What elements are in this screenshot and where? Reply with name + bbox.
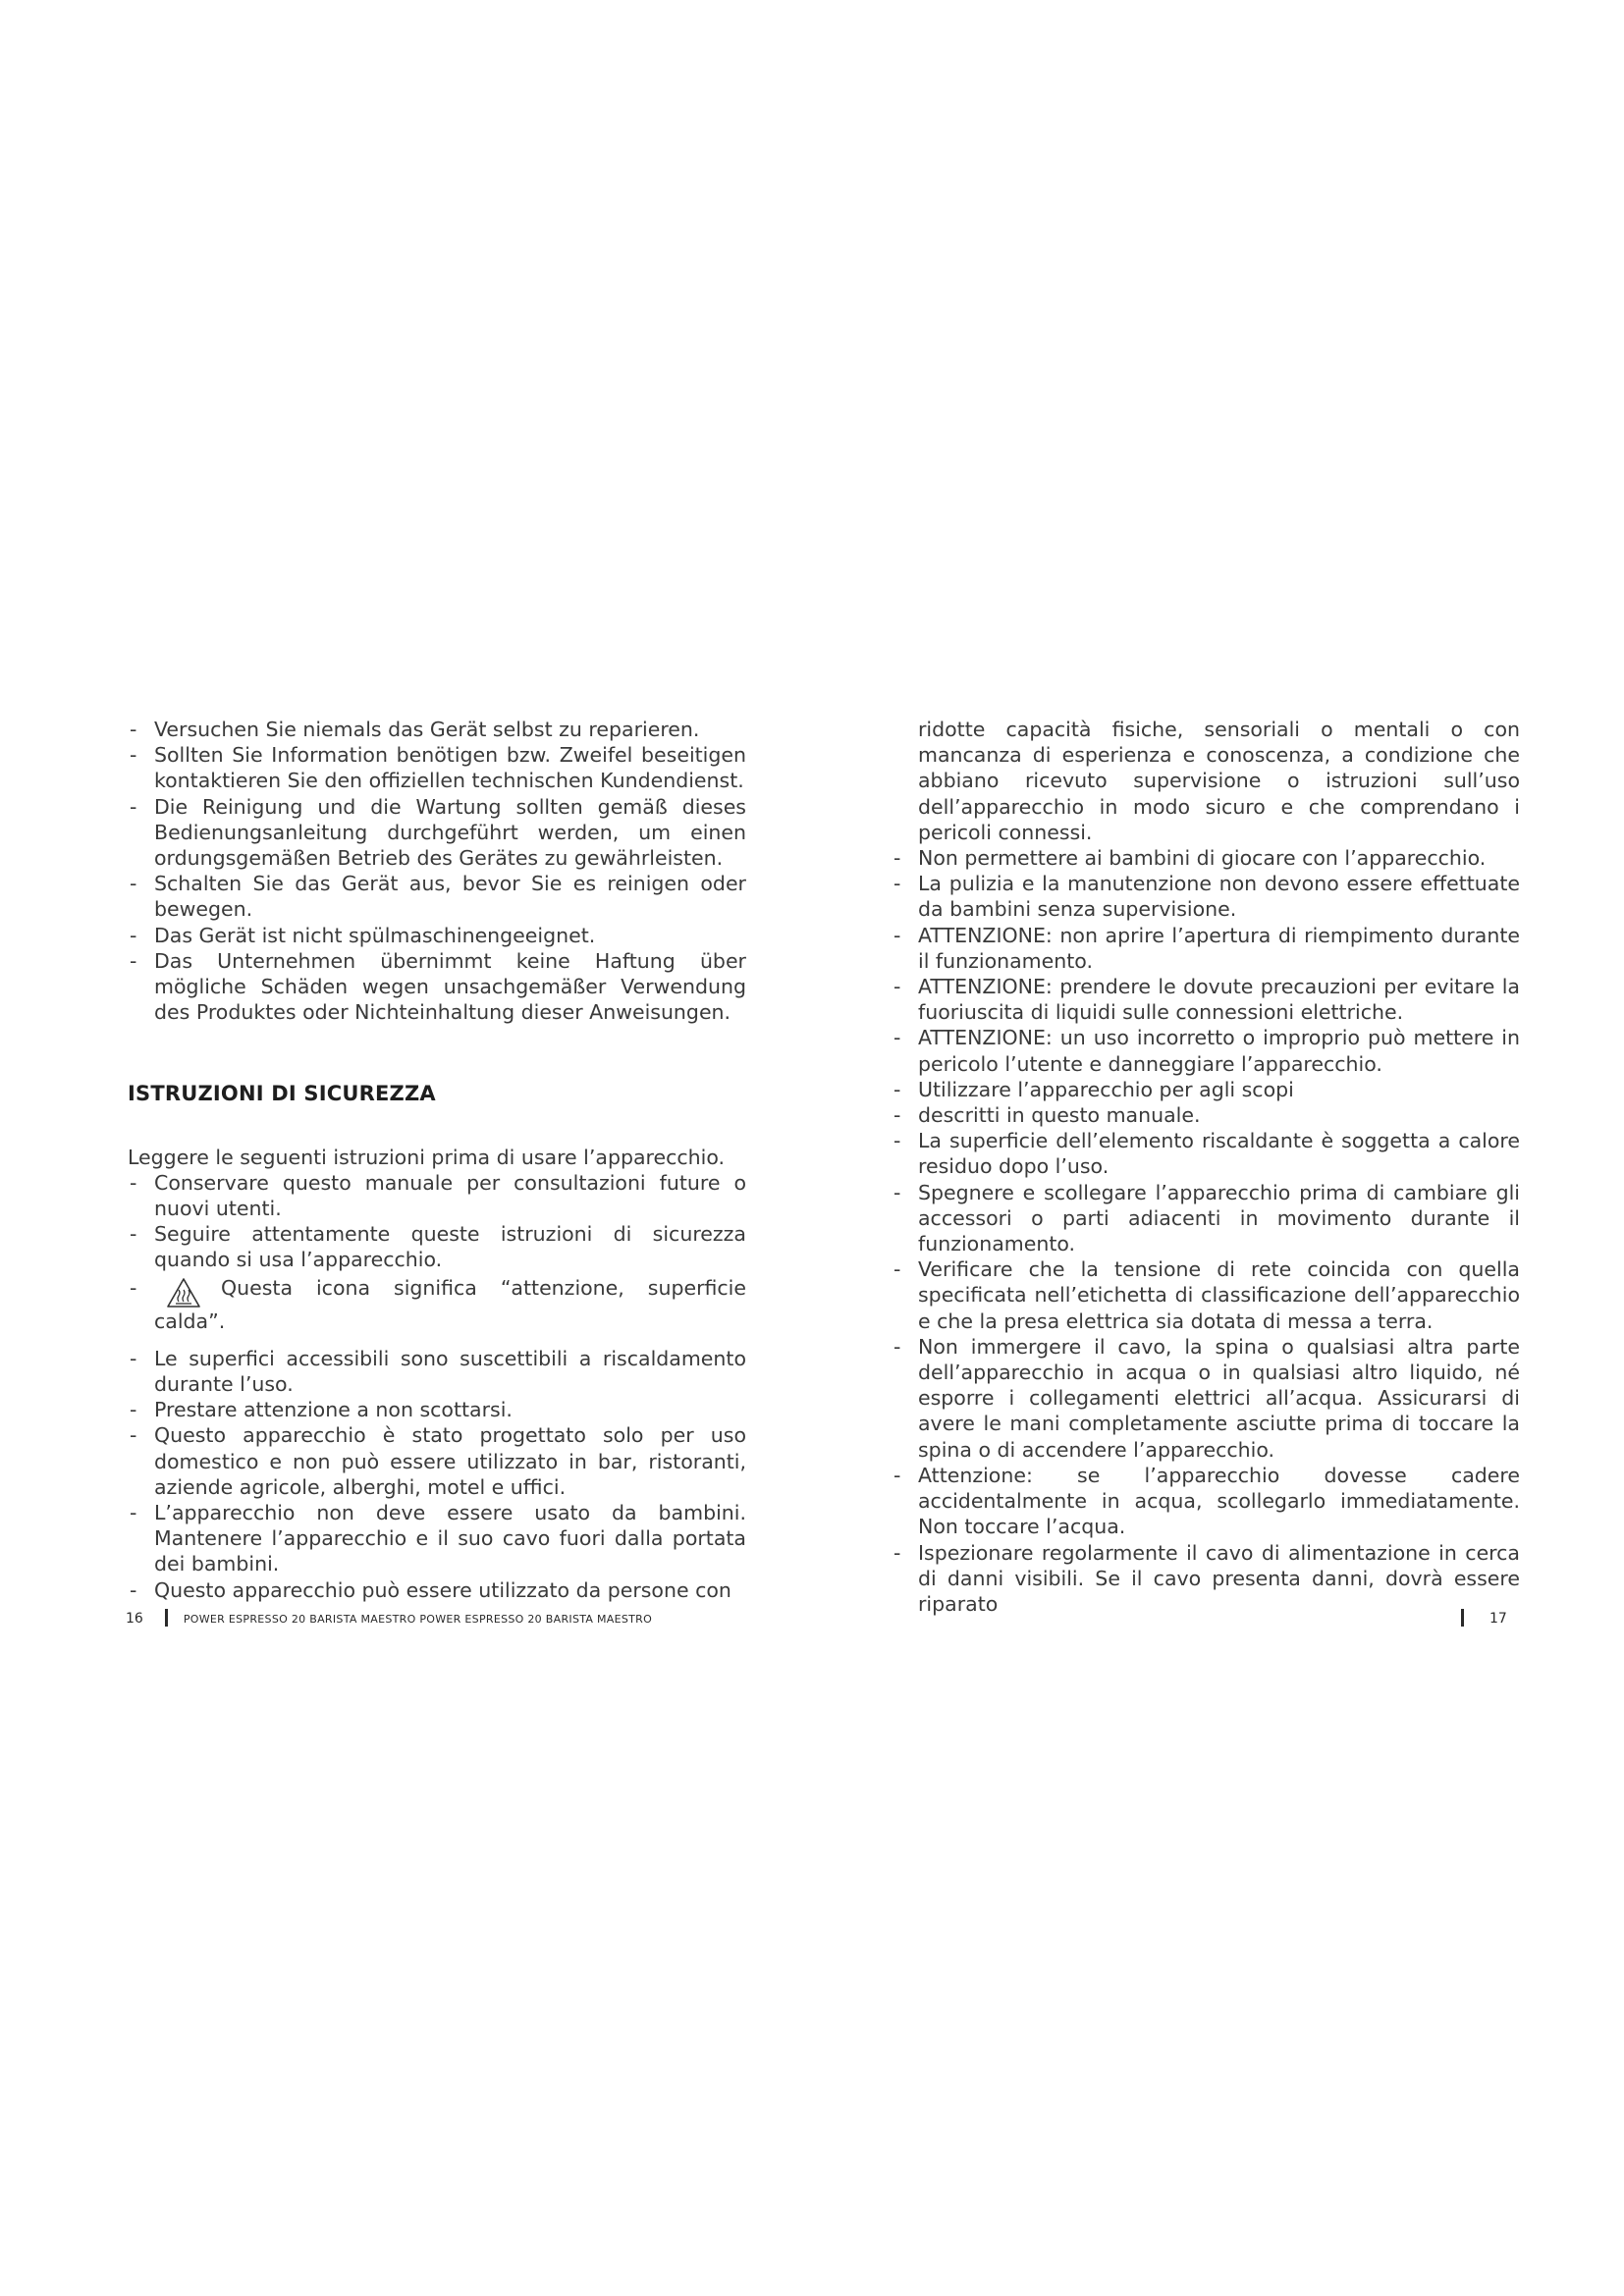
list-item: - Non immergere il cavo, la spina o qualsiasi altra parte dell’apparecchio in acqua o in qualsiasi altro liquido, né esporre i collegamenti elettrici all’acqua. Assicurarsi di avere le mani completamente asciutte prima di toccare la spina o di accendere l’apparecchio. [892,1334,1520,1463]
list-item: - Verificare che la tensione di rete coincida con quella specificata nell’etichetta di classificazione dell’apparecchio e che la presa elettrica sia dotata di messa a terra. [892,1256,1520,1334]
list-item: - L’apparecchio non deve essere usato da bambini. Mantenere l’apparecchio e il suo cavo fuori dalla portata dei bambini. [128,1500,746,1577]
left-column [128,717,746,1603]
list-item: - Attenzione: se l’apparecchio dovesse cadere accidentalmente in acqua, scollegarlo immediatamente. Non toccare l’acqua. [892,1463,1520,1540]
hot-surface-list-item [128,1275,746,1334]
footer-divider [1461,1609,1464,1627]
section-title: ISTRUZIONI DI SICUREZZA [128,1082,436,1106]
hot-surface-warning-icon [166,1277,201,1308]
list-item: - La pulizia e la manutenzione non devono essere effettuate da bambini senza supervisione. [892,871,1520,922]
german-instructions-list [128,717,746,1025]
footer-brand: POWER ESPRESSO 20 BARISTA MAESTRO POWER ESPRESSO 20 BARISTA MAESTRO [183,1613,653,1626]
list-item: - Die Reinigung und die Wartung sollten gemäß dieses Bedienungsanleitung durchgeführt werden, um einen ordungsgemäßen Betrieb des Gerätes zu gewährleisten. [128,794,746,872]
list-item: - Versuchen Sie niemals das Gerät selbst zu reparieren. [128,717,746,742]
footer-right [1461,1609,1507,1627]
list-item: - Ispezionare regolarmente il cavo di alimentazione in cerca di danni visibili. Se il cavo presenta danni, dovrà essere riparato [892,1540,1520,1618]
list-item-continuation: ridotte capacità fisiche, sensoriali o mentali o con mancanza di esperienza e conoscenza, a condizione che abbiano ricevuto supervisione o istruzioni sull’uso dell’apparecchio in modo sicuro e che comprendano i pericoli connessi. [918,718,1520,844]
hot-surface-text: Questa icona significa “attenzione, superficie calda”. [154,1275,746,1333]
footer-divider [165,1609,168,1627]
list-item: - Das Unternehmen übernimmt keine Haftung über mögliche Schäden wegen unsachgemäßer Verwendung des Produktes oder Nichteinhaltung dieser Anweisungen. [128,948,746,1026]
intro-paragraph: Leggere le seguenti istruzioni prima di usare l’apparecchio. [128,1145,726,1169]
list-item: - Conservare questo manuale per consultazioni future o nuovi utenti. [128,1170,746,1221]
list-item: - Seguire attentamente queste istruzioni di sicurezza quando si usa l’apparecchio. [128,1221,746,1272]
list-item: - Sollten Sie Information benötigen bzw. Zweifel beseitigen kontaktieren Sie den offiziellen technischen Kundendienst. [128,742,746,793]
list-item: - Prestare attenzione a non scottarsi. [128,1397,746,1422]
footer-left [126,1609,652,1627]
list-item: - ATTENZIONE: prendere le dovute precauzioni per evitare la fuoriuscita di liquidi sulle connessioni elettriche. [892,974,1520,1025]
list-item: - Schalten Sie das Gerät aus, bevor Sie es reinigen oder bewegen. [128,871,746,922]
list-item: - Utilizzare l’apparecchio per agli scopi [892,1077,1520,1102]
list-item: - ATTENZIONE: non aprire l’apertura di riempimento durante il funzionamento. [892,923,1520,974]
list-item: - Questo apparecchio può essere utilizzato da persone con [128,1577,746,1603]
page-number-left: 16 [126,1611,143,1627]
safety-instructions-list [128,1170,746,1603]
right-column [892,717,1520,1617]
list-item: - Le superfici accessibili sono suscettibili a riscaldamento durante l’uso. [128,1346,746,1397]
list-item: - Spegnere e scollegare l’apparecchio prima di cambiare gli accessori o parti adiacenti in movimento durante il funzionamento. [892,1180,1520,1257]
list-item: - La superficie dell’elemento riscaldante è soggetta a calore residuo dopo l’uso. [892,1128,1520,1179]
list-item: - Questo apparecchio è stato progettato solo per uso domestico e non può essere utilizzato in bar, ristoranti, aziende agricole, alberghi, motel e uffici. [128,1422,746,1500]
list-item: - ATTENZIONE: un uso incorretto o improprio può mettere in pericolo l’utente e danneggiare l’apparecchio. [892,1025,1520,1076]
list-item: - Das Gerät ist nicht spülmaschinengeeignet. [128,923,746,948]
safety-instructions-list-continued [892,717,1520,1617]
list-item: - Non permettere ai bambini di giocare con l’apparecchio. [892,845,1520,871]
list-item: - descritti in questo manuale. [892,1102,1520,1128]
page-number-right: 17 [1489,1611,1507,1627]
